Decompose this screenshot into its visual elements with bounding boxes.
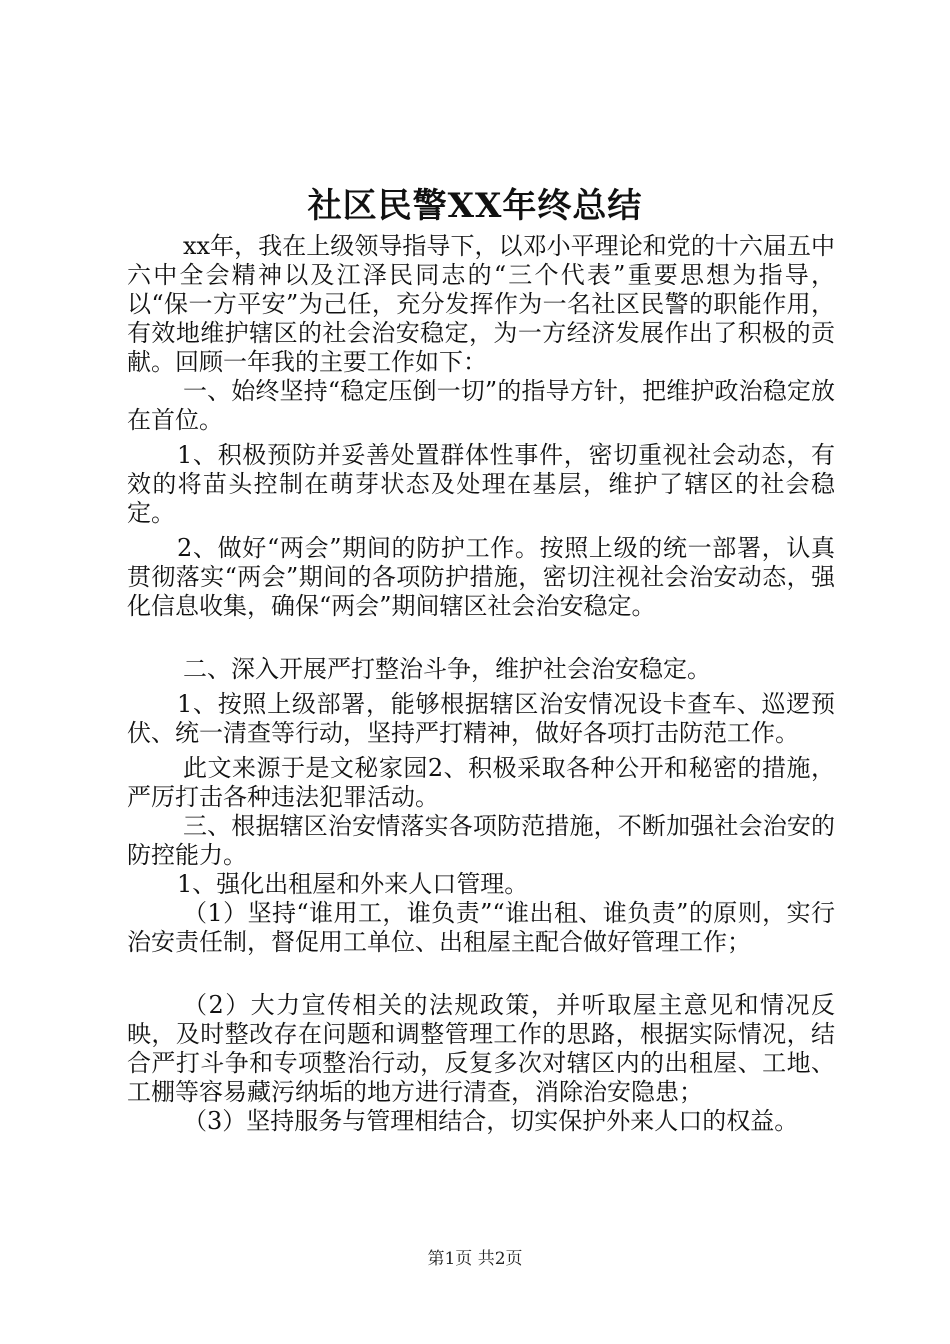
paragraph-section-3-subitem-2: （2）大力宣传相关的法规政策，并听取屋主意见和情况反映，及时整改存在问题和调整管理工作的思路，根据实际情况，结合严打斗争和专项整治行动，反复多次对辖区内的出租屋、工地、工棚等容易藏污纳垢的地方进行清查，消除治安隐患； <box>127 991 835 1106</box>
paragraph-section-1-item-2: 2、做好“两会”期间的防护工作。按照上级的统一部署，认真贯彻落实“两会”期间的各项防护措施，密切注视社会治安动态，强化信息收集，确保“两会”期间辖区社会治安稳定。 <box>127 534 835 620</box>
paragraph-section-2: 二、深入开展严打整治斗争，维护社会治安稳定。 <box>183 655 711 683</box>
paragraph-section-3-subitem-1: （1）坚持“谁用工，谁负责”“谁出租、谁负责”的原则，实行治安责任制，督促用工单位、出租屋主配合做好管理工作； <box>127 899 835 956</box>
page-title: 社区民警XX年终总结 <box>307 186 643 226</box>
paragraph-section-2-item-2: 此文来源于是文秘家园2、积极采取各种公开和秘密的措施，严厉打击各种违法犯罪活动。 <box>127 754 835 811</box>
page-footer: 第1页 共2页 <box>427 1249 523 1269</box>
paragraph-section-3-subitem-3: （3）坚持服务与管理相结合，切实保护外来人口的权益。 <box>183 1107 799 1135</box>
paragraph-section-1-item-1: 1、积极预防并妥善处置群体性事件，密切重视社会动态，有效的将苗头控制在萌芽状态及处理在基层，维护了辖区的社会稳定。 <box>127 441 835 527</box>
paragraph-section-3: 三、根据辖区治安情落实各项防范措施，不断加强社会治安的防控能力。 <box>127 812 835 869</box>
document-body <box>127 232 835 1136</box>
paragraph-intro: xx年，我在上级领导指导下，以邓小平理论和党的十六届五中六中全会精神以及江泽民同志的“三个代表”重要思想为指导，以“保一方平安”为己任，充分发挥作为一名社区民警的职能作用，有效地维护辖区的社会治安稳定，为一方经济发展作出了积极的贡献。回顾一年我的主要工作如下： <box>127 232 835 376</box>
paragraph-section-2-item-1: 1、按照上级部署，能够根据辖区治安情况设卡查车、巡逻预伏、统一清查等行动，坚持严打精神，做好各项打击防范工作。 <box>127 690 835 747</box>
paragraph-section-3-item-1: 1、强化出租屋和外来人口管理。 <box>177 870 529 898</box>
paragraph-section-1: 一、始终坚持“稳定压倒一切”的指导方针，把维护政治稳定放在首位。 <box>127 377 835 434</box>
